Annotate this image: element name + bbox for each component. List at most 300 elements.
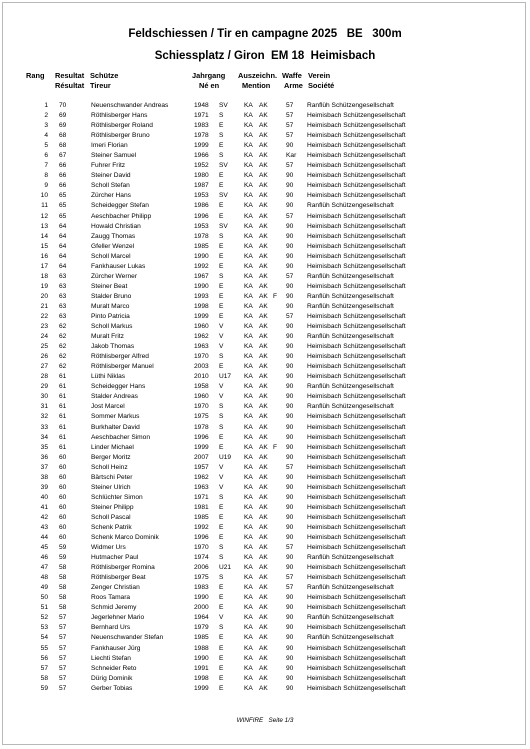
mention-ka-cell: KA xyxy=(244,102,253,109)
birth-year-cell: 1963 xyxy=(194,343,209,351)
table-row xyxy=(0,171,530,181)
table-row xyxy=(0,483,530,493)
mention-ak-cell: AK xyxy=(259,192,268,200)
mention-ka-cell: KA xyxy=(244,564,253,572)
result-cell: 61 xyxy=(59,373,67,381)
birth-year-cell: 1978 xyxy=(194,132,209,140)
club-cell: Heimisbach Schützengesellschaft xyxy=(307,162,406,170)
club-cell: Heimisbach Schützengesellschaft xyxy=(307,212,406,220)
club-cell: Ranflüh Schützengesellschaft xyxy=(307,634,394,642)
club-cell: Ranflüh Schützengesellschaft xyxy=(307,102,394,109)
mention-ka-cell: KA xyxy=(244,132,253,140)
birth-year-cell: 1974 xyxy=(194,554,209,562)
club-cell: Heimisbach Schützengesellschaft xyxy=(307,594,406,602)
club-cell: Heimisbach Schützengesellschaft xyxy=(307,323,406,331)
birth-year-cell: 1978 xyxy=(194,232,209,240)
result-cell: 63 xyxy=(59,282,67,290)
category-cell: SV xyxy=(219,162,228,170)
mention-ak-cell: AK xyxy=(259,403,268,411)
table-row xyxy=(0,533,530,543)
result-cell: 61 xyxy=(59,443,67,451)
result-cell: 60 xyxy=(59,453,67,461)
rank-cell: 39 xyxy=(40,483,48,491)
table-row xyxy=(0,382,530,392)
club-cell: Heimisbach Schützengesellschaft xyxy=(307,674,406,682)
result-cell: 61 xyxy=(59,393,67,401)
result-cell: 57 xyxy=(59,614,67,622)
rank-cell: 35 xyxy=(40,443,48,451)
birth-year-cell: 1996 xyxy=(194,534,209,542)
shooter-name-cell: Gerber Tobias xyxy=(91,684,133,692)
club-cell: Heimisbach Schützengesellschaft xyxy=(307,363,406,371)
mention-ak-cell: AK xyxy=(259,564,268,572)
mention-ka-cell: KA xyxy=(244,513,253,521)
shooter-name-cell: Röthlisberger Hans xyxy=(91,112,148,120)
weapon-cell: 90 xyxy=(286,433,294,441)
rank-cell: 52 xyxy=(40,614,48,622)
weapon-cell: 90 xyxy=(286,664,294,672)
birth-year-cell: 1966 xyxy=(194,152,209,160)
weapon-cell: 90 xyxy=(286,423,294,431)
club-cell: Ranflüh Schützengesellschaft xyxy=(307,302,394,310)
weapon-cell: 57 xyxy=(286,102,294,109)
rank-cell: 27 xyxy=(40,363,48,371)
table-row xyxy=(0,633,530,643)
birth-year-cell: 1985 xyxy=(194,242,209,250)
club-cell: Heimisbach Schützengesellschaft xyxy=(307,172,406,180)
table-row xyxy=(0,121,530,131)
header-resultat: Resultat xyxy=(55,71,85,80)
result-cell: 62 xyxy=(59,353,67,361)
mention-ak-cell: AK xyxy=(259,554,268,562)
header-jahrgang: Jahrgang xyxy=(192,71,226,80)
shooter-name-cell: Scholl Pascal xyxy=(91,513,131,521)
shooter-name-cell: Röthlisberger Bruno xyxy=(91,132,150,140)
category-cell: E xyxy=(219,594,224,602)
club-cell: Ranflüh Schützengesellschaft xyxy=(307,614,394,622)
shooter-name-cell: Neuenschwander Andreas xyxy=(91,102,169,109)
category-cell: E xyxy=(219,142,224,150)
mention-ak-cell: AK xyxy=(259,523,268,531)
weapon-cell: 90 xyxy=(286,674,294,682)
category-cell: S xyxy=(219,152,224,160)
rank-cell: 20 xyxy=(40,292,48,300)
mention-ka-cell: KA xyxy=(244,312,253,320)
shooter-name-cell: Bernhard Urs xyxy=(91,624,131,632)
weapon-cell: 90 xyxy=(286,624,294,632)
result-cell: 69 xyxy=(59,122,67,130)
table-row xyxy=(0,222,530,232)
result-cell: 61 xyxy=(59,403,67,411)
category-cell: E xyxy=(219,433,224,441)
mention-ka-cell: KA xyxy=(244,292,253,300)
weapon-cell: 90 xyxy=(286,644,294,652)
club-cell: Heimisbach Schützengesellschaft xyxy=(307,463,406,471)
weapon-cell: 90 xyxy=(286,323,294,331)
club-cell: Heimisbach Schützengesellschaft xyxy=(307,483,406,491)
category-cell: V xyxy=(219,323,224,331)
mention-ak-cell: AK xyxy=(259,594,268,602)
mention-ak-cell: AK xyxy=(259,453,268,461)
result-cell: 58 xyxy=(59,574,67,582)
result-cell: 62 xyxy=(59,333,67,341)
mention-ka-cell: KA xyxy=(244,664,253,672)
shooter-name-cell: Röthlisberger Alfred xyxy=(91,353,149,361)
mention-ak-cell: AK xyxy=(259,614,268,622)
mention-ak-cell: AK xyxy=(259,544,268,552)
weapon-cell: 90 xyxy=(286,262,294,270)
birth-year-cell: 1970 xyxy=(194,403,209,411)
result-cell: 62 xyxy=(59,323,67,331)
weapon-cell: 90 xyxy=(286,222,294,230)
birth-year-cell: 1962 xyxy=(194,333,209,341)
mention-ak-cell: AK xyxy=(259,654,268,662)
club-cell: Heimisbach Schützengesellschaft xyxy=(307,122,406,130)
mention-ak-cell: AK xyxy=(259,684,268,692)
shooter-name-cell: Pinto Patricia xyxy=(91,312,130,320)
shooter-name-cell: Schneider Reto xyxy=(91,664,137,672)
weapon-cell: 90 xyxy=(286,252,294,260)
mention-ka-cell: KA xyxy=(244,604,253,612)
shooter-name-cell: Lüthi Niklas xyxy=(91,373,126,381)
result-cell: 60 xyxy=(59,463,67,471)
result-cell: 66 xyxy=(59,182,67,190)
rank-cell: 22 xyxy=(40,312,48,320)
category-cell: U19 xyxy=(219,453,232,461)
rank-cell: 42 xyxy=(40,513,48,521)
table-row xyxy=(0,433,530,443)
club-cell: Heimisbach Schützengesellschaft xyxy=(307,393,406,401)
weapon-cell: 90 xyxy=(286,363,294,371)
category-cell: S xyxy=(219,353,224,361)
rank-cell: 30 xyxy=(40,393,48,401)
club-cell: Heimisbach Schützengesellschaft xyxy=(307,443,406,451)
club-cell: Ranflüh Schützengesellschaft xyxy=(307,272,394,280)
birth-year-cell: 1992 xyxy=(194,262,209,270)
shooter-name-cell: Muralt Fritz xyxy=(91,333,124,341)
club-cell: Heimisbach Schützengesellschaft xyxy=(307,132,406,140)
rank-cell: 24 xyxy=(40,333,48,341)
category-cell: S xyxy=(219,574,224,582)
weapon-cell: 90 xyxy=(286,453,294,461)
category-cell: V xyxy=(219,614,224,622)
mention-ak-cell: AK xyxy=(259,604,268,612)
club-cell: Heimisbach Schützengesellschaft xyxy=(307,684,406,692)
category-cell: E xyxy=(219,664,224,672)
table-row xyxy=(0,423,530,433)
birth-year-cell: 1980 xyxy=(194,172,209,180)
mention-ka-cell: KA xyxy=(244,232,253,240)
rank-cell: 32 xyxy=(40,413,48,421)
result-cell: 57 xyxy=(59,674,67,682)
result-cell: 57 xyxy=(59,634,67,642)
table-row xyxy=(0,603,530,613)
rank-cell: 21 xyxy=(40,302,48,310)
weapon-cell: 90 xyxy=(286,654,294,662)
club-cell: Heimisbach Schützengesellschaft xyxy=(307,312,406,320)
club-cell: Heimisbach Schützengesellschaft xyxy=(307,624,406,632)
category-cell: E xyxy=(219,122,224,130)
birth-year-cell: 1964 xyxy=(194,614,209,622)
weapon-cell: 90 xyxy=(286,202,294,210)
birth-year-cell: 1991 xyxy=(194,664,209,672)
club-cell: Heimisbach Schützengesellschaft xyxy=(307,282,406,290)
shooter-name-cell: Burkhalter David xyxy=(91,423,140,431)
result-cell: 62 xyxy=(59,363,67,371)
category-cell: E xyxy=(219,212,224,220)
weapon-cell: 90 xyxy=(286,604,294,612)
shooter-name-cell: Stalder Andreas xyxy=(91,393,138,401)
table-row xyxy=(0,623,530,633)
weapon-cell: 90 xyxy=(286,242,294,250)
mention-ak-cell: AK xyxy=(259,142,268,150)
rank-cell: 1 xyxy=(44,102,48,109)
rank-cell: 16 xyxy=(40,252,48,260)
shooter-name-cell: Steiner Samuel xyxy=(91,152,137,160)
table-row xyxy=(0,402,530,412)
category-cell: S xyxy=(219,544,224,552)
birth-year-cell: 1985 xyxy=(194,634,209,642)
category-cell: S xyxy=(219,554,224,562)
mention-ka-cell: KA xyxy=(244,503,253,511)
mention-ka-cell: KA xyxy=(244,634,253,642)
weapon-cell: 57 xyxy=(286,162,294,170)
mention-ka-cell: KA xyxy=(244,403,253,411)
result-cell: 57 xyxy=(59,684,67,692)
shooter-name-cell: Schenk Marco Dominik xyxy=(91,534,159,542)
club-cell: Heimisbach Schützengesellschaft xyxy=(307,242,406,250)
rank-cell: 36 xyxy=(40,453,48,461)
category-cell: E xyxy=(219,584,224,592)
rank-cell: 54 xyxy=(40,634,48,642)
shooter-name-cell: Fankhauser Jürg xyxy=(91,644,141,652)
birth-year-cell: 1990 xyxy=(194,282,209,290)
birth-year-cell: 1985 xyxy=(194,513,209,521)
table-row xyxy=(0,644,530,654)
category-cell: SV xyxy=(219,102,228,109)
weapon-cell: 57 xyxy=(286,544,294,552)
header-schuetze: Schütze xyxy=(90,71,119,80)
result-cell: 58 xyxy=(59,564,67,572)
result-cell: 64 xyxy=(59,242,67,250)
category-cell: S xyxy=(219,624,224,632)
result-cell: 63 xyxy=(59,302,67,310)
table-row xyxy=(0,272,530,282)
shooter-name-cell: Linder Michael xyxy=(91,443,134,451)
table-row xyxy=(0,101,530,111)
club-cell: Ranflüh Schützengesellschaft xyxy=(307,202,394,210)
birth-year-cell: 1970 xyxy=(194,544,209,552)
table-row xyxy=(0,493,530,503)
table-row xyxy=(0,593,530,603)
club-cell: Heimisbach Schützengesellschaft xyxy=(307,503,406,511)
rank-cell: 38 xyxy=(40,473,48,481)
mention-ka-cell: KA xyxy=(244,152,253,160)
result-cell: 61 xyxy=(59,433,67,441)
rank-cell: 25 xyxy=(40,343,48,351)
result-cell: 60 xyxy=(59,493,67,501)
table-row xyxy=(0,242,530,252)
category-cell: E xyxy=(219,634,224,642)
birth-year-cell: 1960 xyxy=(194,393,209,401)
mention-ak-cell: AK xyxy=(259,323,268,331)
mention-ka-cell: KA xyxy=(244,584,253,592)
birth-year-cell: 1948 xyxy=(194,102,209,109)
result-cell: 59 xyxy=(59,554,67,562)
weapon-cell: 90 xyxy=(286,282,294,290)
shooter-name-cell: Roos Tamara xyxy=(91,594,131,602)
weapon-cell: 57 xyxy=(286,312,294,320)
weapon-cell: 90 xyxy=(286,503,294,511)
result-cell: 64 xyxy=(59,232,67,240)
table-row xyxy=(0,473,530,483)
birth-year-cell: 1998 xyxy=(194,674,209,682)
birth-year-cell: 1990 xyxy=(194,654,209,662)
weapon-cell: 90 xyxy=(286,232,294,240)
mention-ka-cell: KA xyxy=(244,574,253,582)
rank-cell: 14 xyxy=(40,232,48,240)
mention-ak-cell: AK xyxy=(259,634,268,642)
mention-ka-cell: KA xyxy=(244,644,253,652)
birth-year-cell: 1999 xyxy=(194,142,209,150)
birth-year-cell: 1978 xyxy=(194,423,209,431)
weapon-cell: 90 xyxy=(286,192,294,200)
mention-ak-cell: AK xyxy=(259,433,268,441)
mention-ak-cell: AK xyxy=(259,212,268,220)
mention-ak-cell: AK xyxy=(259,252,268,260)
table-row xyxy=(0,583,530,593)
birth-year-cell: 1999 xyxy=(194,684,209,692)
shooter-name-cell: Jakob Thomas xyxy=(91,343,135,351)
mention-ak-cell: AK xyxy=(259,644,268,652)
mention-ak-cell: AK xyxy=(259,202,268,210)
table-row xyxy=(0,573,530,583)
rank-cell: 48 xyxy=(40,574,48,582)
shooter-name-cell: Berger Moritz xyxy=(91,453,131,461)
result-cell: 69 xyxy=(59,112,67,120)
result-cell: 70 xyxy=(59,102,67,109)
header-tireur: Tireur xyxy=(90,81,111,90)
mention-ak-cell: AK xyxy=(259,122,268,130)
birth-year-cell: 1988 xyxy=(194,644,209,652)
shooter-name-cell: Fankhauser Lukas xyxy=(91,262,146,270)
result-cell: 60 xyxy=(59,503,67,511)
result-cell: 60 xyxy=(59,473,67,481)
rank-cell: 37 xyxy=(40,463,48,471)
category-cell: E xyxy=(219,202,224,210)
mention-ak-cell: AK xyxy=(259,343,268,351)
club-cell: Heimisbach Schützengesellschaft xyxy=(307,544,406,552)
results-table xyxy=(0,101,530,694)
table-row xyxy=(0,553,530,563)
mention-ka-cell: KA xyxy=(244,202,253,210)
mention-ka-cell: KA xyxy=(244,122,253,130)
mention-ka-cell: KA xyxy=(244,423,253,431)
mention-ka-cell: KA xyxy=(244,534,253,542)
mention-ak-cell: AK xyxy=(259,413,268,421)
rank-cell: 7 xyxy=(44,162,48,170)
shooter-name-cell: Röthlisberger Roland xyxy=(91,122,153,130)
club-cell: Heimisbach Schützengesellschaft xyxy=(307,413,406,421)
club-cell: Heimisbach Schützengesellschaft xyxy=(307,604,406,612)
club-cell: Heimisbach Schützengesellschaft xyxy=(307,423,406,431)
result-cell: 66 xyxy=(59,162,67,170)
mention-ak-cell: AK xyxy=(259,262,268,270)
result-cell: 66 xyxy=(59,172,67,180)
mention-ak-cell: AK xyxy=(259,503,268,511)
page-footer: WINFIRE Seite 1/3 xyxy=(236,717,294,724)
result-cell: 61 xyxy=(59,383,67,391)
shooter-name-cell: Zaugg Thomas xyxy=(91,232,136,240)
category-cell: E xyxy=(219,503,224,511)
weapon-cell: 90 xyxy=(286,523,294,531)
mention-ka-cell: KA xyxy=(244,473,253,481)
rank-cell: 44 xyxy=(40,534,48,542)
club-cell: Heimisbach Schützengesellschaft xyxy=(307,564,406,572)
rank-cell: 18 xyxy=(40,272,48,280)
category-cell: V xyxy=(219,473,224,481)
category-cell: U21 xyxy=(219,564,232,572)
shooter-name-cell: Fuhrer Fritz xyxy=(91,162,126,170)
weapon-cell: 90 xyxy=(286,594,294,602)
mention-ka-cell: KA xyxy=(244,353,253,361)
birth-year-cell: 1981 xyxy=(194,503,209,511)
category-cell: U17 xyxy=(219,373,232,381)
table-row xyxy=(0,322,530,332)
rank-cell: 26 xyxy=(40,353,48,361)
result-cell: 64 xyxy=(59,222,67,230)
result-cell: 64 xyxy=(59,262,67,270)
shooter-name-cell: Zürcher Hans xyxy=(91,192,131,200)
table-row xyxy=(0,543,530,553)
weapon-cell: 90 xyxy=(286,142,294,150)
shooter-name-cell: Scholl Stefan xyxy=(91,182,130,190)
result-cell: 62 xyxy=(59,343,67,351)
mention-ka-cell: KA xyxy=(244,443,253,451)
mention-ka-cell: KA xyxy=(244,252,253,260)
shooter-name-cell: Aeschbacher Simon xyxy=(91,433,151,441)
table-row xyxy=(0,131,530,141)
mention-ak-cell: AK xyxy=(259,152,268,160)
table-row xyxy=(0,332,530,342)
mention-ak-cell: AK xyxy=(259,584,268,592)
table-row xyxy=(0,392,530,402)
header-mention: Mention xyxy=(242,81,271,90)
shooter-name-cell: Stalder Bruno xyxy=(91,292,132,300)
weapon-cell: 90 xyxy=(286,333,294,341)
mention-ak-cell: AK xyxy=(259,272,268,280)
rank-cell: 34 xyxy=(40,433,48,441)
result-cell: 61 xyxy=(59,423,67,431)
category-cell: E xyxy=(219,252,224,260)
category-cell: E xyxy=(219,684,224,692)
weapon-cell: 90 xyxy=(286,182,294,190)
shooter-name-cell: Röthlisberger Manuel xyxy=(91,363,154,371)
table-row xyxy=(0,684,530,694)
shooter-name-cell: Dürig Dominik xyxy=(91,674,133,682)
mention-ka-cell: KA xyxy=(244,453,253,461)
club-cell: Heimisbach Schützengesellschaft xyxy=(307,373,406,381)
birth-year-cell: 1990 xyxy=(194,252,209,260)
rank-cell: 55 xyxy=(40,644,48,652)
category-cell: E xyxy=(219,282,224,290)
header-societe: Société xyxy=(308,81,335,90)
rank-cell: 13 xyxy=(40,222,48,230)
category-cell: V xyxy=(219,483,224,491)
mention-ka-cell: KA xyxy=(244,463,253,471)
table-row xyxy=(0,443,530,453)
result-cell: 64 xyxy=(59,252,67,260)
